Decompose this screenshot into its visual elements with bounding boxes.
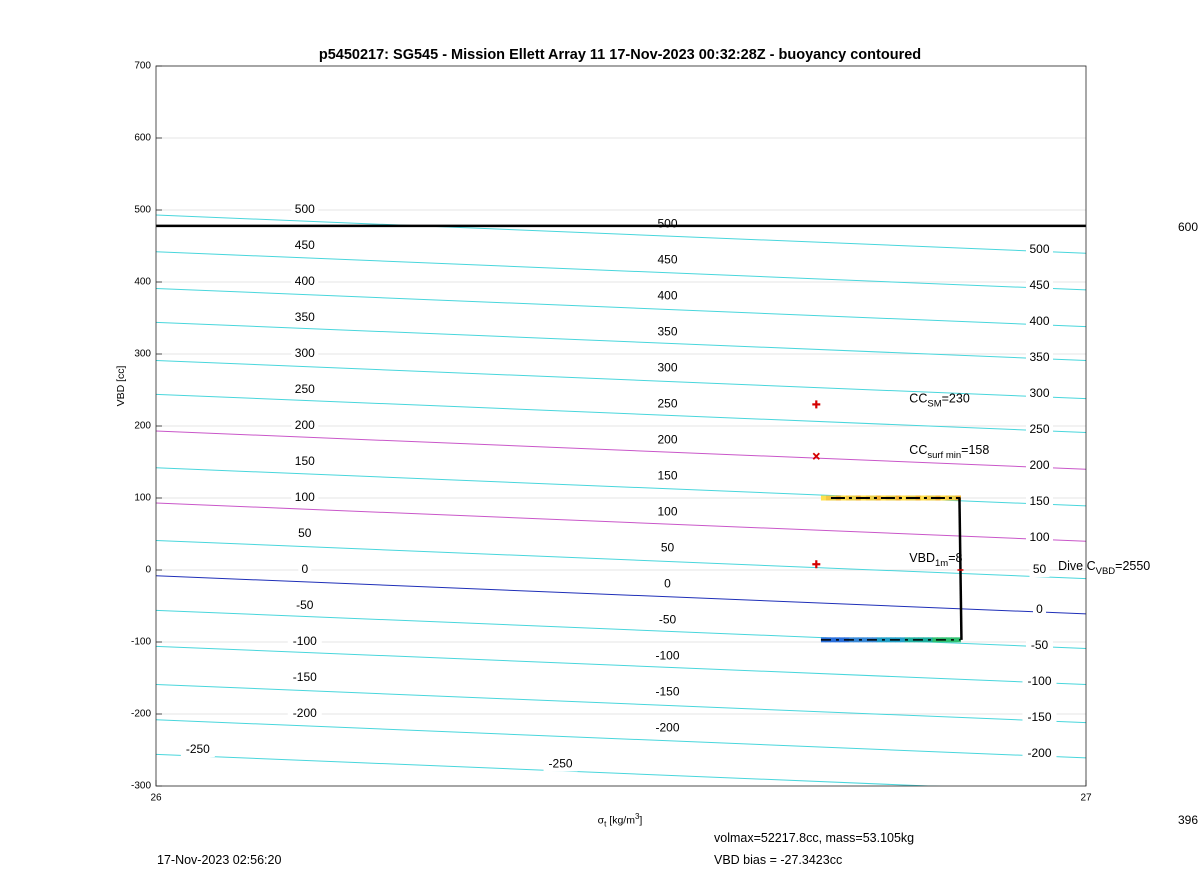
marker-label-main: CC <box>909 391 928 406</box>
contour-label: 450 <box>1029 277 1050 292</box>
x-label-close: ] <box>639 814 643 827</box>
dive-trace-upper-segment <box>826 496 831 501</box>
y-tick-label: 0 <box>145 564 151 576</box>
dive-trace-lower-segment <box>830 637 835 642</box>
contour-label: 50 <box>660 540 675 555</box>
contour-label: -100 <box>292 634 317 649</box>
marker-label-sub: surf min <box>927 450 962 462</box>
contour-label: 350 <box>294 310 315 325</box>
y-tick-label: 200 <box>134 420 151 432</box>
dive-trace-lower-segment <box>877 637 882 642</box>
contour-label: 50 <box>1032 562 1047 577</box>
dive-trace-vertical-line <box>959 498 961 640</box>
dive-trace-lower-segment <box>947 637 952 642</box>
contour-line--300 <box>928 786 1086 791</box>
contour-line--250 <box>156 754 1086 792</box>
contour-label: 450 <box>294 238 315 253</box>
contour-label: 200 <box>294 418 315 433</box>
contour-label: 200 <box>1029 457 1050 472</box>
contour-label: 100 <box>657 504 678 519</box>
dive-trace-lower-segment <box>900 637 905 642</box>
marker-label-main: VBD <box>909 551 936 566</box>
marker-label <box>909 443 989 461</box>
contour-label: -100 <box>655 648 680 663</box>
dive-trace-lower-segment <box>854 637 859 642</box>
dive-trace-upper-segment <box>821 496 826 501</box>
marker-label-tail: =158 <box>961 443 990 458</box>
contour-label: 0 <box>1036 601 1043 616</box>
contour-label: 300 <box>657 360 678 375</box>
contour-label: 300 <box>1029 385 1050 400</box>
y-tick-label: 700 <box>134 60 151 72</box>
contour-label: 500 <box>1029 241 1050 256</box>
dive-annotation-sub: VBD <box>1095 566 1116 577</box>
contour-label: 500 <box>657 216 678 231</box>
chart-title: p5450217: SG545 - Mission Ellett Array 11 17-Nov-2023 00:32:28Z - buoyancy contoured <box>318 47 922 63</box>
contour-label: 250 <box>294 382 315 397</box>
contour-label: -250 <box>548 756 573 771</box>
marker-label-tail: =230 <box>941 391 970 406</box>
contour-label: -150 <box>1027 709 1052 724</box>
marker-label <box>909 391 970 409</box>
x-label-subscript: t <box>604 819 607 829</box>
y-tick-label: 500 <box>134 204 151 216</box>
y-tick-label: -300 <box>130 780 151 792</box>
contour-label: -150 <box>292 670 317 685</box>
contour-label: 0 <box>301 562 309 577</box>
contour-label: 0 <box>664 576 671 591</box>
marker-label-sub: 1m <box>935 558 949 570</box>
marker-label-tail: =8 <box>948 551 963 566</box>
contour-label: 250 <box>1029 421 1050 436</box>
x-label-superscript: 3 <box>634 812 640 821</box>
y-tick-label: 600 <box>134 132 151 144</box>
contour-label: 100 <box>1029 529 1050 544</box>
contour-label: -50 <box>296 598 314 613</box>
contour-label: 250 <box>657 396 678 411</box>
dive-trace-lower-segment <box>923 637 928 642</box>
y-tick-label: 300 <box>134 348 151 360</box>
contour-label: -50 <box>1030 637 1049 652</box>
y-tick-label: -200 <box>130 708 151 720</box>
contour-label: -200 <box>292 706 317 721</box>
contour-label: 200 <box>657 432 678 447</box>
footer-vbd-bias: VBD bias = -27.3423cc <box>714 853 843 867</box>
contour-line--200 <box>156 720 1086 758</box>
contour-label: -200 <box>655 720 680 735</box>
dive-annotation-tail: =2550 <box>1115 559 1151 573</box>
side-label-bottom: 396 <box>1178 813 1199 827</box>
x-label-symbol: σ <box>597 814 605 827</box>
contour-label: -100 <box>1027 673 1052 688</box>
contour-label: 400 <box>294 274 315 289</box>
contour-label: 450 <box>657 252 678 267</box>
marker-label <box>909 551 962 569</box>
y-tick-label: 100 <box>134 492 151 504</box>
contour-label: 100 <box>294 490 315 505</box>
footer-volmax: volmax=52217.8cc, mass=53.105kg <box>714 831 915 845</box>
contour-label: 400 <box>1029 313 1050 328</box>
contour-label: -50 <box>658 612 677 627</box>
contour-label: 50 <box>298 526 312 541</box>
footer-timestamp: 17-Nov-2023 02:56:20 <box>157 853 282 867</box>
contour-label: -150 <box>655 684 680 699</box>
x-label-units: [kg/m <box>606 814 635 827</box>
contour-label: -250 <box>185 742 210 757</box>
contour-label: -200 <box>1027 745 1052 760</box>
dive-trace-lower-segment <box>840 637 845 642</box>
side-label-top: 600 <box>1178 220 1199 234</box>
y-tick-label: 400 <box>134 276 151 288</box>
contour-label: 150 <box>294 454 315 469</box>
x-tick-label: 27 <box>1080 792 1092 804</box>
contour-label: 400 <box>657 288 678 303</box>
dive-annotation <box>1058 559 1150 577</box>
contour-label: 300 <box>294 346 315 361</box>
contour-label: 150 <box>657 468 678 483</box>
marker-label-main: CC <box>909 443 928 458</box>
contour-label: 350 <box>1029 349 1050 364</box>
contour-label: 500 <box>294 202 315 217</box>
dive-annotation-main: Dive C <box>1058 559 1096 573</box>
x-axis-label <box>598 812 643 829</box>
y-tick-label: -100 <box>130 636 151 648</box>
y-axis-label: VBD [cc] <box>115 365 127 407</box>
marker-label-sub: SM <box>927 398 942 410</box>
contour-label: 350 <box>657 324 678 339</box>
x-tick-label: 26 <box>150 792 162 804</box>
contour-label: 150 <box>1029 493 1050 508</box>
